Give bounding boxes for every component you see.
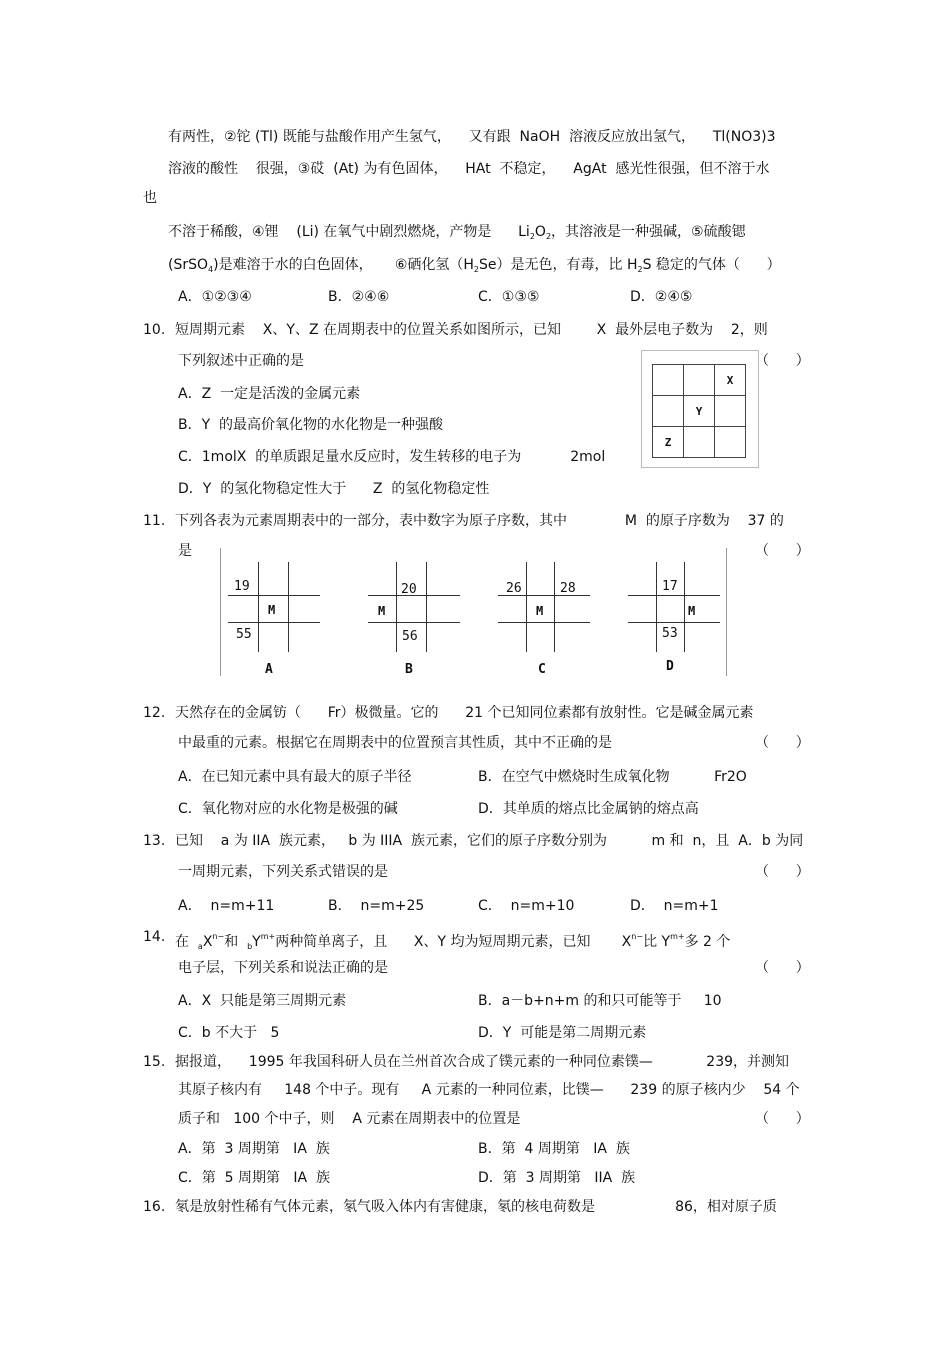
q9-line3: 也 <box>143 190 157 206</box>
q11-b-top-center: 20 <box>401 582 417 597</box>
q9-line1: 有两性，②铊 (Tl) 既能与盐酸作用产生氢气， 又有跟 NaOH 溶液反应放出氢气， Tl(NO3)3 <box>168 129 776 145</box>
q13-number: 13. <box>143 833 166 849</box>
q11-c-top-left: 26 <box>506 581 522 596</box>
q15-stem-3: 质子和 100 个中子，则 A 元素在周期表中的位置是 <box>178 1111 521 1127</box>
q11-label-d: D <box>666 659 674 674</box>
q13-option-a: A． n=m+11 <box>178 898 275 914</box>
q16-stem-1: 氡是放射性稀有气体元素，氡气吸入体内有害健康，氡的核电荷数是 86，相对原子质 <box>175 1199 777 1215</box>
q15-option-a: A．第 3 周期第 IA 族 <box>178 1141 330 1157</box>
q11-label-b: B <box>405 662 413 677</box>
q12-option-d: D．其单质的熔点比金属钠的熔点高 <box>478 801 699 817</box>
q13-answer-bracket: （ ） <box>755 864 810 880</box>
q10-option-d: D．Y 的氢化物稳定性大于 Z 的氢化物稳定性 <box>178 481 490 497</box>
q11-table-d <box>628 562 723 652</box>
q15-option-c: C．第 5 周期第 IA 族 <box>178 1170 330 1186</box>
q9-option-d: D．②④⑤ <box>630 289 693 305</box>
q13-stem-1: 已知 a 为 IIA 族元素， b 为 IIIA 族元素，它们的原子序数分别为 m 和 n，且 A．b 为同 <box>175 833 804 849</box>
q14-stem-1: 在 $_aX^{n-}$和 $_bY^{m+}$两种简单离子，且 X、Y 均为短周期元素，已知 $X^{n-}$比 $Y^{m+}$多 2 个 <box>175 932 731 951</box>
q12-option-a: A．在已知元素中具有最大的原子半径 <box>178 769 412 785</box>
q14-stem-2: 电子层，下列关系和说法正确的是 <box>178 960 388 976</box>
q14-option-d: D．Y 可能是第二周期元素 <box>478 1025 647 1041</box>
q11-d-m: M <box>688 604 696 618</box>
q15-option-d: D．第 3 周期第 IIA 族 <box>478 1170 636 1186</box>
q11-table-b <box>368 562 463 652</box>
q9-option-b: B．②④⑥ <box>328 289 390 305</box>
q11-table-c <box>498 562 593 652</box>
q10-cell-z: Z <box>653 427 684 458</box>
q9-line5: (SrSO$_4$)是难溶于水的白色固体， ⑥硒化氢$(H_2Se)$是无色，有毒，比 $H_2S$ 稳定的气体（ ） <box>168 257 781 274</box>
q11-answer-bracket: （ ） <box>755 543 810 559</box>
q11-d-top-center: 17 <box>662 579 678 594</box>
q12-option-b: B．在空气中燃烧时生成氧化物 Fr2O <box>478 769 747 785</box>
q15-number: 15. <box>143 1054 166 1070</box>
q10-stem-2: 下列叙述中正确的是 <box>178 353 304 369</box>
q12-stem-1: 天然存在的金属钫（ Fr）极微量。它的 21 个已知同位素都有放射性。它是碱金属元素 <box>175 705 754 721</box>
q11-b-bottom-center: 56 <box>402 629 418 644</box>
q16-number: 16. <box>143 1199 166 1215</box>
q14-number: 14. <box>143 929 166 945</box>
q11-b-m: M <box>378 604 386 618</box>
q10-periodic-grid <box>652 364 746 458</box>
q9-option-a: A．①②③④ <box>178 289 252 305</box>
q15-option-b: B．第 4 周期第 IA 族 <box>478 1141 630 1157</box>
q10-answer-bracket: （ ） <box>755 353 810 369</box>
q10-stem-1: 短周期元素 X、Y、Z 在周期表中的位置关系如图所示，已知 X 最外层电子数为 2，则 <box>175 322 768 338</box>
q15-stem-1: 据报道， 1995 年我国科研人员在兰州首次合成了镤元素的一种同位素镤— 239，并测知 <box>175 1054 790 1070</box>
q11-c-m: M <box>536 604 544 618</box>
q15-stem-2: 其原子核内有 148 个中子。现有 A 元素的一种同位素，比镤— 239 的原子核内少 54 个 <box>178 1082 800 1098</box>
q11-a-bottom-left: 55 <box>236 627 252 642</box>
q11-table-a <box>228 562 323 652</box>
q12-answer-bracket: （ ） <box>755 735 810 751</box>
q14-answer-bracket: （ ） <box>755 960 810 976</box>
q13-option-c: C． n=m+10 <box>478 898 575 914</box>
q14-option-b: B．a－b+n+m 的和只可能等于 10 <box>478 993 722 1009</box>
q10-option-c: C．1molX 的单质跟足量水反应时，发生转移的电子为 2mol <box>178 449 606 465</box>
q9-option-c: C．①③⑤ <box>478 289 540 305</box>
q11-stem-2: 是 <box>178 543 192 559</box>
q11-d-bottom-center: 53 <box>662 626 678 641</box>
q13-option-b: B． n=m+25 <box>328 898 425 914</box>
q15-answer-bracket: （ ） <box>755 1111 810 1127</box>
q11-label-a: A <box>265 662 273 677</box>
q9-line4: 不溶于稀酸，④锂 (Li) 在氧气中剧烈燃烧，产物是 $Li_2O_2$，其溶液是一种强碱，⑤硫酸锶 <box>168 224 746 241</box>
q12-stem-2: 中最重的元素。根据它在周期表中的位置预言其性质，其中不正确的是 <box>178 735 612 751</box>
q11-stem-1: 下列各表为元素周期表中的一部分，表中数字为原子序数，其中 M 的原子序数为 37 的 <box>175 513 784 529</box>
q14-option-c: C．b 不大于 5 <box>178 1025 280 1041</box>
q9-line2: 溶液的酸性 很强，③砹 (At) 为有色固体， HAt 不稳定， AgAt 感光性很强，但不溶于水 <box>168 161 770 177</box>
q10-number: 10. <box>143 322 166 338</box>
q14-option-a: A．X 只能是第三周期元素 <box>178 993 347 1009</box>
q10-cell-x: X <box>715 365 746 396</box>
q11-a-top-left: 19 <box>234 579 250 594</box>
q11-c-top-right: 28 <box>560 581 576 596</box>
q11-number: 11. <box>143 513 166 529</box>
q12-number: 12. <box>143 705 166 721</box>
q11-label-c: C <box>538 662 546 677</box>
q10-option-a: A．Z 一定是活泼的金属元素 <box>178 386 361 402</box>
q10-option-b: B．Y 的最高价氧化物的水化物是一种强酸 <box>178 417 444 433</box>
q13-stem-2: 一周期元素，下列关系式错误的是 <box>178 864 388 880</box>
q13-option-d: D． n=m+1 <box>630 898 719 914</box>
q12-option-c: C．氧化物对应的水化物是极强的碱 <box>178 801 398 817</box>
q11-a-m: M <box>268 603 276 617</box>
q10-cell-y: Y <box>684 396 715 427</box>
